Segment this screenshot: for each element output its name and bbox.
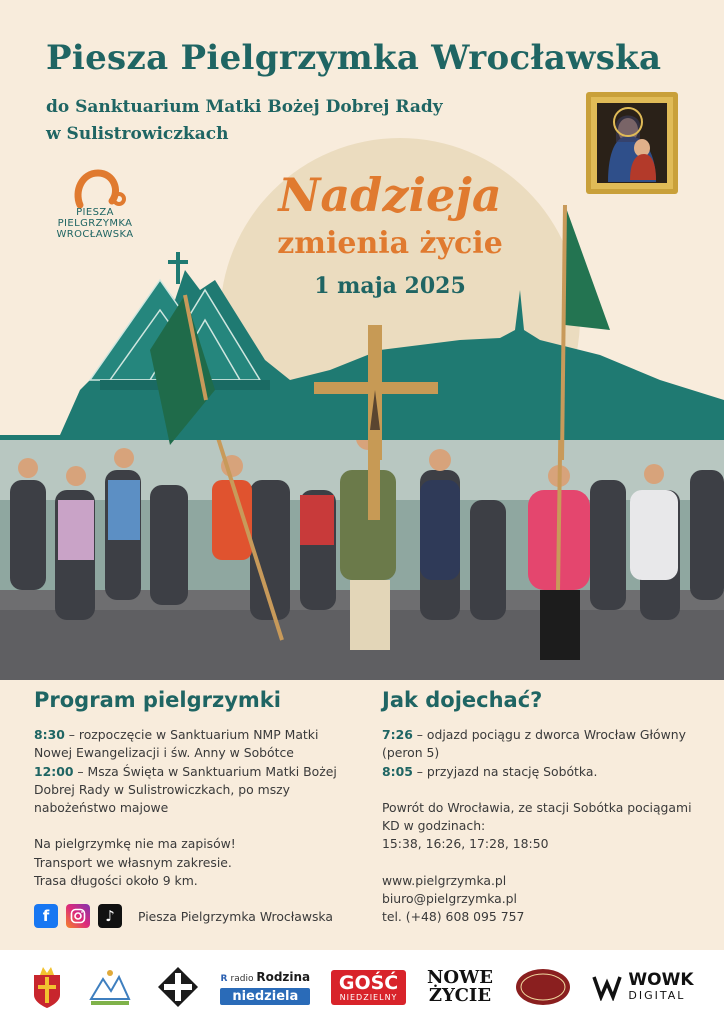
synod-logo-icon xyxy=(85,965,135,1009)
nowe-zycie-logo: NOWE ŻYCIE xyxy=(426,967,494,1006)
gosc-niedzielny-logo: GOŚĆ NIEDZIELNY xyxy=(331,970,406,1005)
social-label: Piesza Pielgrzymka Wrocławska xyxy=(138,908,333,924)
event-date: 1 maja 2025 xyxy=(314,273,466,299)
program-item-2: 12:00 – Msza Święta w Sanktuarium Matki Bożej Dobrej Rady w Sulistrowiczkach, po mszy nabożeństwo majowe xyxy=(34,763,337,816)
niedziela-logo: niedziela xyxy=(220,988,310,1005)
phone-number: tel. (+48) 608 095 757 xyxy=(382,909,525,925)
program-note-2: Transport we własnym zakresie. xyxy=(34,854,232,870)
subtitle-line1: do Sanktuarium Matki Bożej Dobrej Rady xyxy=(46,97,443,117)
archdiocese-coat-of-arms-icon xyxy=(30,965,64,1009)
travel-heading: Jak dojechać? xyxy=(382,688,543,712)
madonna-icon xyxy=(586,92,678,194)
travel-item-1: 7:26 – odjazd pociągu z dworca Wrocław Główny (peron 5) xyxy=(382,727,686,761)
return-times: 15:38, 16:26, 17:28, 18:50 xyxy=(382,836,549,852)
program-heading: Program pielgrzymki xyxy=(34,688,281,712)
wowk-mark-icon xyxy=(592,973,622,1001)
subtitle-line2: w Sulistrowiczkach xyxy=(46,124,229,144)
program-note-1: Na pielgrzymkę nie ma zapisów! xyxy=(34,836,236,852)
program-note-3: Trasa długości około 9 km. xyxy=(34,873,198,889)
return-text: Powrót do Wrocławia, ze stacji Sobótka pociągami KD w godzinach: xyxy=(382,799,692,834)
social-links xyxy=(34,904,333,928)
headline-subline: zmienia życie xyxy=(277,226,503,261)
archdiocesan-publisher-seal-icon xyxy=(514,967,572,1007)
facebook-icon[interactable]: f xyxy=(34,904,58,928)
tiktok-icon[interactable]: ♪ xyxy=(98,904,122,928)
instagram-icon[interactable] xyxy=(66,904,90,928)
email-link[interactable]: biuro@pielgrzymka.pl xyxy=(382,891,517,907)
pilgrims-photo xyxy=(0,440,724,680)
program-item-1: 8:30 – rozpoczęcie w Sanktuarium NMP Matki Nowej Ewangelizacji i św. Anny w Sobótce xyxy=(34,727,319,761)
subtitle xyxy=(46,94,486,148)
logo-text: PIESZA PIELGRZYMKA WROCŁAWSKA xyxy=(56,207,134,240)
radio-rodzina-logo: R radio Rodzina niedziela xyxy=(220,969,311,1004)
sponsor-bar xyxy=(0,950,724,1024)
travel-item-2: 8:05 – przyjazd na stację Sobótka. xyxy=(382,763,598,779)
wowk-digital-logo: WOWK DIGITAL xyxy=(592,972,693,1002)
travel-section xyxy=(382,688,702,927)
cross-emblem-icon xyxy=(156,965,200,1009)
flags-and-cross xyxy=(0,200,724,460)
website-link[interactable]: www.pielgrzymka.pl xyxy=(382,872,507,888)
program-section xyxy=(34,688,354,890)
page-title: Piesza Pielgrzymka Wrocławska xyxy=(46,38,662,78)
headline-word: Nadzieja xyxy=(278,168,502,222)
